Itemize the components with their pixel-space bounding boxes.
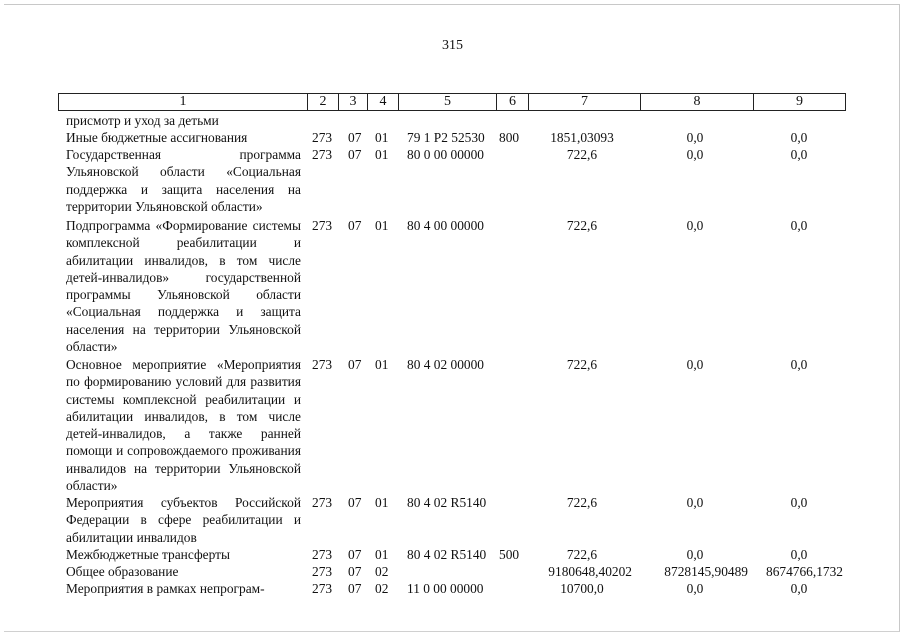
row-description: Подпрограмма «Формирование системы комплексной реабилитации и абилитации инвалидов, в том числе детей-инвалидов» государственной программы Ульяновской области «Социальная поддержка и защита населения на территории Ульяновской области» (66, 218, 301, 355)
row-col-3: 07 (348, 564, 362, 579)
row-description: Государственная программа Ульяновской области «Социальная поддержка и защита населения на территории Ульяновской области» (66, 147, 301, 214)
row-col-3: 07 (348, 547, 362, 562)
row-col-8: 8728145,90489 (664, 564, 748, 579)
row-col-2: 273 (312, 357, 333, 372)
header-col-6: 6 (496, 94, 528, 110)
row-col-5: 11 0 00 00000 (407, 581, 484, 596)
row-col-5: 80 0 00 00000 (407, 147, 484, 162)
row-col-8: 0,0 (686, 495, 704, 510)
row-col-4: 01 (375, 147, 389, 162)
header-col-8: 8 (640, 94, 753, 110)
row-col-8: 0,0 (686, 218, 704, 233)
continuation-text: присмотр и уход за детьми (66, 113, 219, 128)
row-col-7: 722,6 (566, 547, 598, 562)
row-col-3: 07 (348, 495, 362, 510)
row-col-7: 722,6 (566, 218, 598, 233)
row-col-3: 07 (348, 218, 362, 233)
row-col-9: 0,0 (790, 357, 808, 372)
row-description: Мероприятия субъектов Российской Федерации в сфере реабилитации и абилитации инвалидов (66, 495, 301, 545)
row-col-5: 80 4 02 R5140 (407, 495, 487, 510)
row-col-6: 500 (499, 547, 520, 562)
row-col-4: 01 (375, 495, 389, 510)
row-col-9: 0,0 (790, 495, 808, 510)
row-col-2: 273 (312, 147, 333, 162)
header-col-9: 9 (753, 94, 845, 110)
row-col-5: 80 4 00 00000 (407, 218, 484, 233)
header-col-1: 1 (179, 94, 187, 109)
row-col-4: 02 (375, 581, 389, 596)
row-col-9: 0,0 (790, 581, 808, 596)
row-col-5: 80 4 02 R5140 (407, 547, 487, 562)
row-col-5: 79 1 P2 52530 (407, 130, 485, 145)
row-col-2: 273 (312, 495, 333, 510)
row-description: Мероприятия в рамках непрограм- (66, 581, 265, 596)
row-col-8: 0,0 (686, 547, 704, 562)
row-col-2: 273 (312, 564, 333, 579)
row-col-9: 0,0 (790, 130, 808, 145)
row-col-3: 07 (348, 357, 362, 372)
row-col-4: 01 (375, 357, 389, 372)
header-col-7: 7 (528, 94, 640, 110)
row-col-8: 0,0 (686, 130, 704, 145)
row-col-7: 722,6 (566, 357, 598, 372)
header-col-3: 3 (338, 94, 367, 110)
row-col-9: 8674766,1732 (766, 564, 843, 579)
row-col-9: 0,0 (790, 547, 808, 562)
page-number: 315 (442, 38, 463, 53)
header-col-4: 4 (367, 94, 398, 110)
row-col-8: 0,0 (686, 581, 704, 596)
row-col-4: 01 (375, 218, 389, 233)
row-col-3: 07 (348, 581, 362, 596)
row-col-3: 07 (348, 130, 362, 145)
row-col-2: 273 (312, 218, 333, 233)
row-col-9: 0,0 (790, 147, 808, 162)
row-col-4: 02 (375, 564, 389, 579)
row-description: Основное мероприятие «Мероприятия по формированию условий для развития системы комплексной реабилитации и абилитации инвалидов, в том числе детей-инвалидов, а также ранней помощи и сопровождаемого проживания инвалидов на территории Ульяновской области» (66, 357, 301, 494)
header-col-2: 2 (307, 94, 338, 110)
row-col-8: 0,0 (686, 147, 704, 162)
row-col-7: 722,6 (566, 147, 598, 162)
header-col-5: 5 (398, 94, 496, 110)
row-col-2: 273 (312, 547, 333, 562)
row-description: Иные бюджетные ассигнования (66, 130, 248, 145)
row-col-2: 273 (312, 581, 333, 596)
row-col-7: 10700,0 (560, 581, 604, 596)
row-col-7: 9180648,40202 (548, 564, 632, 579)
row-col-4: 01 (375, 547, 389, 562)
row-col-7: 722,6 (566, 495, 598, 510)
row-col-3: 07 (348, 147, 362, 162)
row-col-7: 1851,03093 (550, 130, 614, 145)
row-col-9: 0,0 (790, 218, 808, 233)
row-col-5: 80 4 02 00000 (407, 357, 484, 372)
row-description: Общее образование (66, 564, 179, 579)
row-description: Межбюджетные трансферты (66, 547, 230, 562)
row-col-8: 0,0 (686, 357, 704, 372)
table-header (58, 93, 846, 111)
row-col-2: 273 (312, 130, 333, 145)
row-col-6: 800 (499, 130, 520, 145)
row-col-4: 01 (375, 130, 389, 145)
